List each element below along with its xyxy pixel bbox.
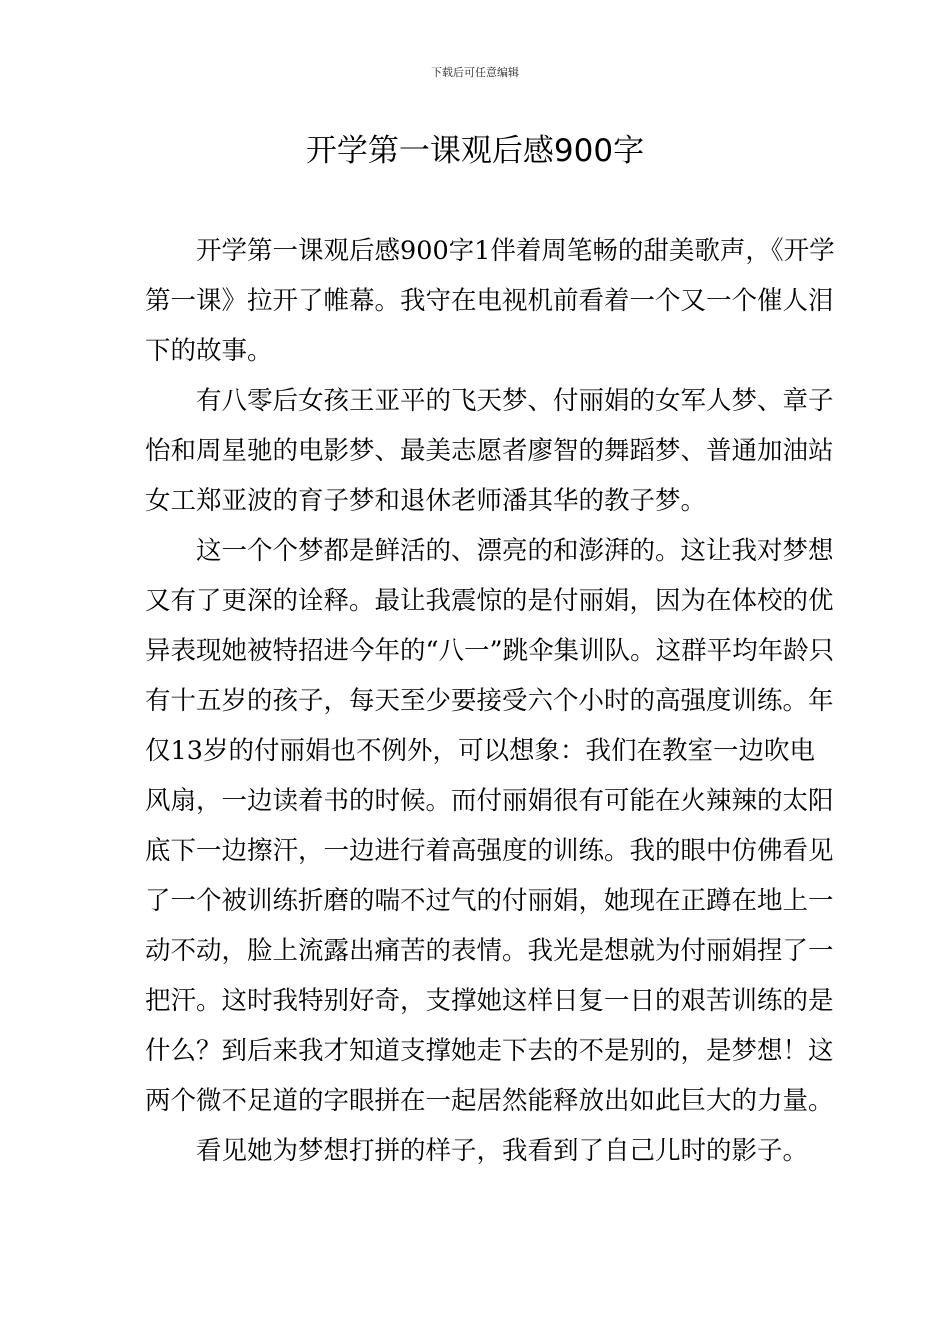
document-body: [145, 226, 835, 1176]
page-title: 开学第一课观后感900字: [305, 133, 645, 169]
paragraph-1: 开学第一课观后感900字1伴着周笔畅的甜美歌声，《开学第一课》拉开了帷幕。我守在电视机前看着一个又一个催人泪下的故事。: [145, 236, 835, 366]
paragraph-2: 有八零后女孩王亚平的飞天梦、付丽娟的女军人梦、章子怡和周星驰的电影梦、最美志愿者廖智的舞蹈梦、普通加油站女工郑亚波的育子梦和退休老师潘其华的教子梦。: [145, 386, 834, 516]
paragraph-3: 这一个个梦都是鲜活的、漂亮的和澎湃的。这让我对梦想又有了更深的诠释。最让我震惊的是付丽娟，因为在体校的优异表现她被特招进今年的“八一”跳伞集训队。这群平均年龄只有十五岁的孩子，每天至少要接受六个小时的高强度训练。年仅13岁的付丽娟也不例外，可以想象：我们在教室一边吹电风扇，一边读着书的时候。而付丽娟很有可能在火辣辣的太阳底下一边擦汗，一边进行着高强度的训练。我的眼中仿佛看见了一个被训练折磨的喘不过气的付丽娟，她现在正蹲在地上一动不动，脸上流露出痛苦的表情。我光是想就为付丽娟捏了一把汗。这时我特别好奇，支撑她这样日复一日的艰苦训练的是什么？到后来我才知道支撑她走下去的不是别的，是梦想！这两个微不足道的字眼拼在一起居然能释放出如此巨大的力量。: [145, 536, 835, 1116]
paragraph-4: 看见她为梦想打拼的样子，我看到了自己儿时的影子。: [196, 1136, 809, 1166]
header-note: 下载后可任意编辑: [431, 66, 519, 79]
